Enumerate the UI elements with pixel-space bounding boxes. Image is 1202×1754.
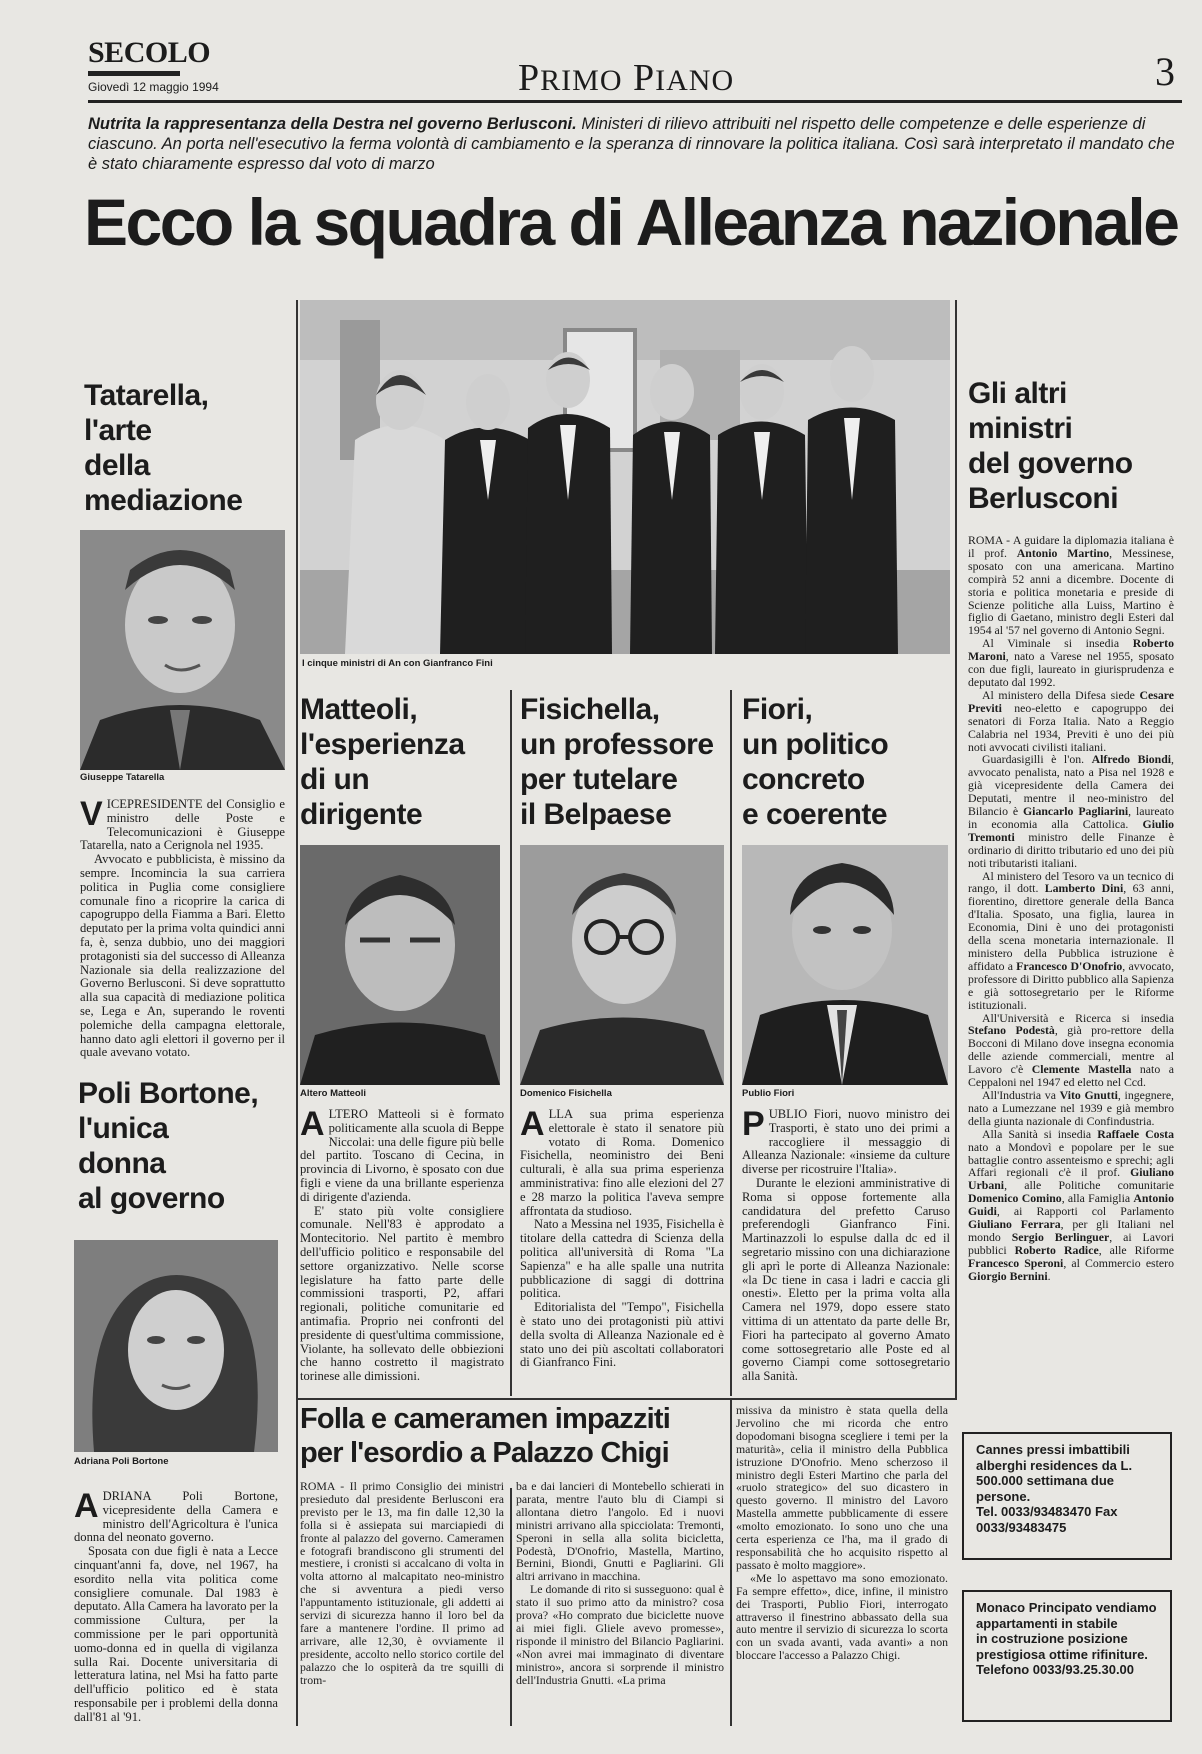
classified-ad-cannes	[962, 1432, 1172, 1560]
minister-name: Sergio Berlinguer	[1011, 1229, 1110, 1244]
column-rule	[510, 1488, 512, 1726]
section-rule	[296, 1398, 956, 1400]
dropcap: A	[300, 1105, 325, 1143]
text: , Messinese, sposato con una americana. Martino compirà 52 anni a dicembre. Docente di storia e politica monetaria e preside di Scienze politiche alla Luiss, Martino è figlio di Gaetano, ministro degli Esteri dal 1954 al '57 nel governo di Antonio Segni.	[968, 545, 1175, 638]
minister-name: Domenico Comino	[968, 1191, 1062, 1206]
paragraph: LTERO Matteoli si è formato politicamente alla scuola di Beppe Niccolai: una delle figure più belle del partito. Toscano di Cecina, in provincia di Livorno, è sposato con due figli e viene da una brillante esperienza di dirigente d'azienda.	[300, 1107, 504, 1204]
text: , alle Riforme	[1098, 1242, 1174, 1257]
paragraph	[968, 534, 1174, 637]
fiori-photo	[742, 845, 948, 1085]
altri-title	[968, 376, 1168, 516]
title-line: e coerente	[742, 798, 888, 831]
matteoli-caption: Altero Matteoli	[300, 1088, 366, 1099]
fisichella-photo	[520, 845, 724, 1085]
ad-line: persone.	[976, 1488, 1031, 1504]
matteoli-photo	[300, 845, 500, 1085]
deck-rest: Ministeri di rilievo attribuiti nel rispetto delle competenze e delle esperienze di ciascuno. An porta nell'esecutivo la ferma volontà di cambiamento e la speranza di rinnovare la politica italiana. Così sarà interpretato il mandato che è stato chiaramente espresso dal voto di marzo	[88, 115, 1175, 173]
newspaper-logo: SECOLO	[88, 36, 211, 69]
text: , al Commercio estero	[1063, 1255, 1174, 1270]
title-line: Fiori,	[742, 693, 813, 726]
text: , per gli Italiani nel mondo	[968, 1217, 1174, 1244]
minister-name: Roberto Radice	[1014, 1242, 1099, 1257]
title-line: Fisichella,	[520, 693, 660, 726]
fisichella-body	[520, 1105, 724, 1370]
title-line: per tutelare	[520, 763, 678, 796]
tatarella-caption: Giuseppe Tatarella	[80, 772, 165, 783]
text: All'Industria va	[982, 1087, 1060, 1102]
paragraph: Avvocato e pubblicista, è missino da sempre. Incomincia la sua carriera politica in Puglia come consigliere comunale fino a ricoprire la carica di capogruppo della Fiamma a Bari. Eletto deputato per la prima volta quindici anni fa, è, senza dubbio, uno dei maggiori protagonisti sia del successo di Alleanza Nazionale sia della realizzazione del Governo Berlusconi. Si deve soprattutto alla sua capacità di mediazione politica se, Lega e An, superando le roventi polemiche della campagna elettorale, hanno dato agli elettori il governo per il quale avevano votato.	[80, 852, 285, 1060]
dropcap: V	[80, 795, 103, 833]
title-line: Berlusconi	[968, 482, 1119, 515]
text: , laureato in economia alla Cattolica.	[968, 804, 1175, 831]
title-line: un professore	[520, 728, 714, 761]
paragraph: Sposata con due figli è nata a Lecce cinquant'anni fa, dove, nel 1967, ha esordito nella vita politica come consigliere comunale. Dal 1983 è deputato. Alla Camera ha lavorato per la commissione Cultura, per la commissione per le pari opportunità uomo-donna ed in quella di vigilanza sulla Rai. Docente universitaria di letteratura latina, nel Msi ha fatto parte dell'ufficio politico ed è stata responsabile per i problemi della donna dall'81 al '91.	[74, 1544, 278, 1724]
text: , nato a Varese nel 1955, sposato con due figli, laureato in giurisprudenza e deputato dal 1992.	[968, 649, 1174, 689]
title-line: di un	[300, 763, 370, 796]
text: Guardasigilli è l'on.	[982, 752, 1092, 767]
minister-name: Giuliano Urbani	[968, 1165, 1174, 1193]
title-line: Folla e cameramen impazziti	[300, 1403, 671, 1435]
title-line: un politico	[742, 728, 889, 761]
title-line: l'unica	[78, 1112, 169, 1145]
deck	[88, 114, 1178, 174]
text: ministro delle Finanze è ordinario di diritto tributario ed uno dei più noti tributaristi italiani.	[968, 829, 1174, 870]
title-line: il Belpaese	[520, 798, 672, 831]
column-rule	[296, 300, 298, 1410]
dropcap: A	[520, 1105, 545, 1143]
minister-name: Clemente Mastella	[1031, 1062, 1132, 1077]
paragraph	[968, 1012, 1174, 1089]
ad-line: in costruzione posizione	[976, 1631, 1128, 1646]
fiori-caption: Publio Fiori	[742, 1088, 795, 1099]
minister-name: Vito Gnutti	[1059, 1087, 1118, 1102]
minister-name: Stefano Podestà	[968, 1023, 1055, 1038]
column-rule	[730, 690, 732, 1396]
title-line: mediazione	[84, 484, 243, 517]
title-line: Matteoli,	[300, 693, 418, 726]
text: , avvocato penalista, nato a Pisa nel 1928 e già vicepresidente della Camera dei Deputati, mentre il neo-ministro del Bilancio è	[968, 752, 1174, 819]
minister-name: Giorgio Bernini	[968, 1268, 1048, 1283]
column-rule	[510, 690, 512, 1396]
text: , ai Rapporti col Parlamento	[996, 1204, 1174, 1219]
title-line: Tatarella,	[84, 379, 209, 412]
title-line: ministri	[968, 412, 1073, 445]
section-letter: P	[632, 57, 656, 99]
text: , alle Politiche comunitarie	[1004, 1178, 1174, 1193]
paragraph	[968, 1128, 1174, 1283]
fisichella-caption: Domenico Fisichella	[520, 1088, 612, 1099]
ad-line: alberghi residences da L.	[976, 1457, 1133, 1473]
minister-name: Raffaele Costa	[1097, 1126, 1174, 1141]
tatarella-photo	[80, 530, 285, 770]
dropcap: P	[742, 1105, 765, 1143]
column-rule	[296, 1400, 298, 1726]
title-line: per l'esordio a Palazzo Chigi	[300, 1437, 669, 1469]
ad-line: Tel. 0033/93483470 Fax	[976, 1504, 1118, 1519]
fiori-title	[742, 692, 952, 832]
minister-name: Antonio Martino	[1016, 545, 1110, 560]
folla-col-3	[736, 1404, 948, 1662]
text: , 63 anni, fiorentino, direttore generale della Banca d'Italia. Sposato, una figlia, laurea in Economia, Dini è uno dei protagonisti della scena monetaria internazionale. Il ministero della Pubblica istruzione è affidato a	[968, 881, 1174, 973]
text: Al ministero della Difesa siede	[982, 687, 1140, 702]
column-rule	[955, 300, 957, 1400]
title-line: della	[84, 449, 150, 482]
folla-col-2	[516, 1480, 724, 1687]
paragraph: Le domande di rito si susseguono: qual è stato il suo primo atto da ministro? cosa prova? «Ho comprato due biciclette nuove ai miei figli. Gliele avevo promesse», risponde il ministro del Bilancio Pagliarini. «Non avrei mai immaginato di diventare ministro», ancora si sorprende il ministro dell'Industria Gnutti. «La prima	[516, 1582, 724, 1687]
ad-line: 0033/93483475	[976, 1519, 1067, 1535]
ad-line: Cannes pressi imbattibili	[976, 1442, 1130, 1457]
minister-name: Giuliano Ferrara	[968, 1217, 1061, 1232]
matteoli-title	[300, 692, 508, 832]
text: , ai Lavori pubblici	[968, 1229, 1174, 1257]
matteoli-body	[300, 1105, 504, 1384]
paragraph: «Me lo aspettavo ma sono emozionato. Fa sempre effetto», dice, infine, il ministro dei Trasporti, Publio Fiori, interrogato attraverso il finestrino abbassato della sua auto mentre il servizio di sicurezza lo scorta con un svada avanti, vada avanti» a non bloccare l'accesso a Palazzo Chigi.	[736, 1570, 948, 1663]
column-rule	[730, 1400, 732, 1726]
group-photo-caption: I cinque ministri di An con Gianfranco Fini	[302, 658, 493, 669]
title-line: del governo	[968, 447, 1133, 480]
paragraph: LLA sua prima esperienza elettorale è stato il senatore più votato di Roma. Domenico Fisichella, neoministro dei Beni culturali, è alla sua prima esperienza amministrativa: fino alle elezioni del 27 e 28 marzo la politica l'aveva sempre affrontata da studioso.	[520, 1107, 724, 1218]
title-line: Gli altri	[968, 377, 1067, 410]
minister-name: Giancarlo Pagliarini	[1023, 804, 1129, 819]
text: , ingegnere, nato a Lumezzane nel 1939 e già membro della giunta nazionale di Confindustria.	[968, 1087, 1175, 1128]
title-line: Poli Bortone,	[78, 1077, 259, 1110]
paragraph	[968, 870, 1174, 1012]
poli-caption: Adriana Poli Bortone	[74, 1456, 169, 1467]
minister-name: Lamberto Dini	[1044, 881, 1124, 896]
title-line: l'arte	[84, 414, 152, 447]
logo-bar	[88, 71, 180, 76]
section-word: RIMO	[540, 64, 623, 97]
text: Alla Sanità si insedia	[982, 1126, 1098, 1141]
title-line: donna	[78, 1147, 166, 1180]
paragraph: missiva da ministro è stata quella della Jervolino che mi ricorda che entro dopodomani bisogna scegliere i temi per la maturità», celia il ministro della Pubblica istruzione D'Onofrio. Meno scherzoso il ministro degli Esteri Martino che parla del «ruolo strategico» del suo dicastero in questo governo. Il ministro del Lavoro Mastella ammette pubblicamente di essere «molto emozionato. Io sono uno che una certa esperienza ce l'ha, ma il grado di responsabilità che ho acquisito rispetto al passato è molto maggiore».	[736, 1403, 948, 1572]
paragraph: Nato a Messina nel 1935, Fisichella è titolare della cattedra di Scienza della politica all'università di Roma "La Sapienza" e ha alle spalle una nutrita pubblicazione di saggi di dottrina politica.	[520, 1217, 724, 1301]
text: neo-eletto e capogruppo dei senatori di Forza Italia. Nato a Reggio Calabria nel 1934, Previti è uno dei più noti avvocati civilisti italiani.	[968, 700, 1174, 754]
paragraph	[968, 637, 1174, 689]
minister-name: Roberto Maroni	[968, 636, 1174, 664]
classified-ad-monaco	[962, 1590, 1172, 1722]
title-line: l'esperienza	[300, 728, 465, 761]
section-letter: P	[518, 57, 541, 99]
paragraph: ROMA - Il primo Consiglio dei ministri presieduto dal presidente Berlusconi era previsto per le 13, ma fin dalle 12,30 la folla si è assiepata sui marciapiedi di fronte al palazzo del governo. Cameramen e fotografi brandiscono gli strumenti del mestiere, i cronisti si accalcano di volta in volta attorno al malcapitato neo-ministro che si avventura a piedi verso l'appuntamento istituzionale, gli addetti ai servizi di sicurezza hanno il loro bel da fare a mantenere l'ordine. Il primo ad arrivare, alle 12,30, è ovviamente il presidente, accolto nello storico cortile del palazzo che lo ospiterà da tre squilli di trom-	[300, 1479, 504, 1687]
text: .	[1047, 1268, 1051, 1283]
poli-title	[78, 1076, 293, 1216]
paragraph: Editorialista del "Tempo", Fisichella è stato uno dei protagonisti più attivi della svolta di Alleanza Nazionale ed è stato uno dei più ascoltati collaboratori di Gianfranco Fini.	[520, 1300, 724, 1370]
text: nato a Mondovì e popolare per le sue battaglie contro assenteismo e sprechi; agli Affari regionali c'è il prof.	[968, 1139, 1174, 1180]
paragraph	[968, 753, 1174, 869]
minister-name: Francesco D'Onofrio	[1016, 958, 1123, 973]
paragraph: E' stato più volte consigliere comunale. Nell'83 è approdato a Montecitorio. Nel partito è membro dell'ufficio politico e responsabile del settore organizzativo. Nelle scorse legislature ha fatto parte delle commissioni trasporti, P2, affari regionali, politiche comunitarie ed antimafia. Proprio nei confronti del presidente di quest'ultima commissione, Violante, ha sollevato delle obbiezioni che hanno costretto il magistrato torinese alle dimissioni.	[300, 1203, 504, 1384]
altri-body	[968, 534, 1174, 1283]
issue-date: Giovedì 12 maggio 1994	[88, 80, 219, 94]
tatarella-body	[80, 795, 285, 1060]
poli-body	[74, 1487, 278, 1725]
text: , già pro-rettore della Bocconi di Milano dove insegna economia delle aziende commerciali, mentre al Lavoro c'è	[968, 1023, 1175, 1077]
group-photo	[300, 300, 950, 654]
masthead-rule	[88, 100, 1182, 103]
tatarella-title	[84, 378, 284, 518]
poli-photo	[74, 1240, 278, 1452]
text: All'Università e Ricerca si insedia	[982, 1010, 1174, 1025]
dropcap: A	[74, 1487, 99, 1525]
ad-line: 500.000 settimana due	[976, 1473, 1115, 1488]
paragraph	[968, 1089, 1174, 1128]
ad-line: prestigiosa ottime rifiniture.	[976, 1646, 1148, 1662]
section-word: IANO	[655, 64, 735, 97]
fiori-body	[742, 1105, 950, 1384]
title-line: al governo	[78, 1182, 225, 1215]
deck-lead: Nutrita la rappresentanza della Destra nel governo Berlusconi.	[88, 115, 577, 133]
text: Al Viminale si insedia	[982, 636, 1133, 651]
ad-line: Telefono 0033/93.25.30.00	[976, 1662, 1135, 1677]
paragraph: DRIANA Poli Bortone, vicepresidente della Camera e ministro dell'Agricoltura è l'unica donna del neonato governo.	[74, 1489, 278, 1545]
minister-name: Giulio Tremonti	[968, 816, 1174, 844]
folla-title	[300, 1402, 728, 1470]
folla-col-1	[300, 1480, 504, 1687]
title-line: dirigente	[300, 798, 423, 831]
minister-name: Antonio Guidi	[968, 1191, 1174, 1219]
minister-name: Francesco Speroni	[968, 1255, 1064, 1270]
minister-name: Cesare Previti	[968, 687, 1174, 715]
section-title	[518, 58, 734, 101]
title-line: concreto	[742, 763, 865, 796]
text: nato a Ceppaloni nel 1947 ed eletto nel Ccd.	[968, 1062, 1174, 1090]
paragraph: ICEPRESIDENTE del Consiglio e ministro delle Poste e Telecomunicazioni è Giuseppe Tatarella, nato a Cerignola nel 1935.	[80, 797, 285, 853]
ad-line: Monaco Principato vendiamo appartamenti in stabile	[976, 1600, 1157, 1631]
text: , avvocato, professore di Diritto pubblico alla Sapienza e già sottosegretario per le Riforme istituzionali.	[968, 958, 1174, 1012]
fisichella-title	[520, 692, 730, 832]
minister-name: Alfredo Biondi	[1091, 752, 1172, 767]
text: , alla Famiglia	[1061, 1191, 1134, 1206]
paragraph: UBLIO Fiori, nuovo ministro dei Trasporti, è stato uno dei primi a raccogliere il messaggio di Alleanza Nazionale: «insieme da culture diverse per ricostruire l'Italia».	[742, 1107, 950, 1177]
text: Al ministero del Tesoro va un tecnico di rango, il dott.	[968, 868, 1174, 896]
paragraph: ba e dai lancieri di Montebello schierati in parata, mentre l'auto blu di Ciampi si allontana dietro l'angolo. Ed i nuovi ministri arrivano alla spicciolata: Tremonti, Speroni in sella alla solita bicicletta, Podestà, D'Onofrio, Mastella, Martino, Bernini, Biondi, Gnutti e Pagliarini. Gli altri arrivano in macchina.	[516, 1479, 724, 1584]
paragraph	[968, 689, 1174, 754]
paragraph: Durante le elezioni amministrative di Roma si oppose fortemente alla candidatura del prefetto Caruso preferendogli Gianfranco Fini. Martinazzoli lo espulse dalla dc ed il segretario missino con una dichiarazione gli aprì le porte di Alleanza Nazionale: «la Dc tiene in casa i ladri e caccia gli onesti». Eletto per la prima volta alla Camera nel 1979, dopo essere stato vittima di un attentato da parte delle Br, Fiori ha partecipato al governo Amato come sottosegretario alle Poste ed al governo Ciampi come sottosegretario alla Sanità.	[742, 1175, 950, 1384]
page-number: 3	[1155, 49, 1175, 94]
main-headline: Ecco la squadra di Alleanza nazionale	[84, 185, 1178, 259]
text: ROMA - A guidare la diplomazia italiana è il prof.	[968, 533, 1174, 560]
